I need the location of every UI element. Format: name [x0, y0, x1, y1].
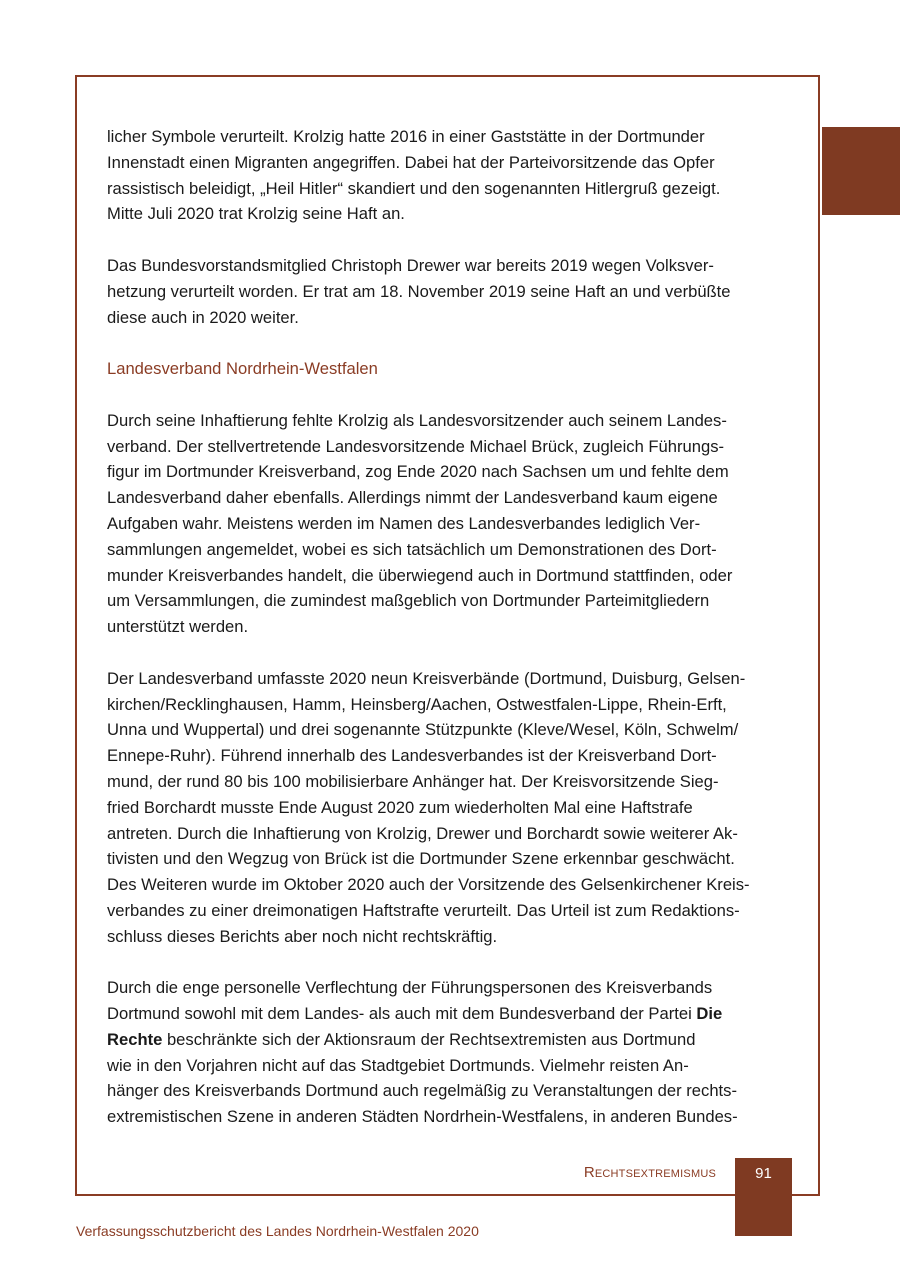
section-heading: Landesverband Nordrhein-Westfalen — [107, 359, 378, 379]
text-line: rassistisch beleidigt, „Heil Hitler“ skandiert und den sogenannten Hitlergruß gezeigt. — [107, 178, 721, 198]
paragraph-4 — [107, 666, 797, 950]
text-line: tivisten und den Wegzug von Brück ist die Dortmunder Szene erkennbar geschwächt. — [107, 849, 735, 869]
text-line: munder Kreisverbandes handelt, die überwiegend auch in Dortmund stattfinden, oder — [107, 565, 733, 585]
text-line — [107, 1027, 797, 1053]
text-line: Innenstadt einen Migranten angegriffen. Dabei hat der Parteivorsitzende das Opfer — [107, 152, 715, 172]
text-line: verbandes zu einer dreimonatigen Haftstrafte verurteilt. Das Urteil ist zum Redaktions- — [107, 900, 740, 920]
text-line: extremistischen Szene in anderen Städten Nordrhein-Westfalens, in anderen Bundes- — [107, 1107, 738, 1127]
text-line: Unna und Wuppertal) und drei sogenannte Stützpunkte (Kleve/Wesel, Köln, Schwelm/ — [107, 720, 739, 740]
chapter-tab-marker — [822, 127, 900, 215]
text-line: Durch die enge personelle Verflechtung der Führungspersonen des Kreisverbands — [107, 978, 713, 998]
body-text — [107, 124, 797, 1156]
party-name-bold: Rechte — [107, 1029, 163, 1049]
text-line: hänger des Kreisverbands Dortmund auch regelmäßig zu Veranstaltungen der rechts- — [107, 1081, 737, 1101]
text-line: Des Weiteren wurde im Oktober 2020 auch der Vorsitzende des Gelsenkirchener Kreis- — [107, 875, 750, 895]
text-line: schluss dieses Berichts aber noch nicht rechtskräftig. — [107, 926, 498, 946]
page-footer: Verfassungsschutzbericht des Landes Nordrhein-Westfalen 2020 — [76, 1223, 479, 1239]
party-name-bold: Die — [696, 1004, 723, 1024]
text-segment: Dortmund sowohl mit dem Landes- als auch mit dem Bundesverband der Partei — [107, 1004, 697, 1024]
text-line: licher Symbole verurteilt. Krolzig hatte 2016 in einer Gaststätte in der Dortmunder — [107, 127, 705, 146]
text-line: unterstützt werden. — [107, 617, 249, 637]
text-line: kirchen/Recklinghausen, Hamm, Heinsberg/Aachen, Ostwestfalen-Lippe, Rhein-Erft, — [107, 694, 727, 714]
text-segment: beschränkte sich der Aktionsraum der Rechtsextremisten aus Dortmund — [162, 1029, 696, 1049]
paragraph-2 — [107, 253, 797, 330]
paragraph-5 — [107, 975, 797, 1130]
text-line: hetzung verurteilt worden. Er trat am 18. November 2019 seine Haft an und verbüßte — [107, 281, 731, 301]
text-line: mund, der rund 80 bis 100 mobilisierbare Anhänger hat. Der Kreisvorsitzende Sieg- — [107, 771, 719, 791]
page-number: 91 — [755, 1165, 772, 1182]
text-line: sammlungen angemeldet, wobei es sich tatsächlich um Demonstrationen des Dort- — [107, 539, 717, 559]
text-line: figur im Dortmunder Kreisverband, zog Ende 2020 nach Sachsen um und fehlte dem — [107, 462, 729, 482]
text-line: Das Bundesvorstandsmitglied Christoph Drewer war bereits 2019 wegen Volksver- — [107, 255, 714, 275]
text-line: Aufgaben wahr. Meistens werden im Namen des Landesverbandes lediglich Ver- — [107, 513, 701, 533]
paragraph-3 — [107, 408, 797, 640]
text-line: wie in den Vorjahren nicht auf das Stadtgebiet Dortmunds. Vielmehr reisten An- — [107, 1055, 689, 1075]
page-number-box — [735, 1158, 792, 1236]
text-line: Durch seine Inhaftierung fehlte Krolzig als Landesvorsitzender auch seinem Landes- — [107, 410, 727, 430]
text-line — [107, 1001, 797, 1027]
text-line: antreten. Durch die Inhaftierung von Krolzig, Drewer und Borchardt sowie weiterer Ak- — [107, 823, 738, 843]
text-line: Mitte Juli 2020 trat Krolzig seine Haft an. — [107, 204, 405, 224]
text-line: Ennepe-Ruhr). Führend innerhalb des Landesverbandes ist der Kreisverband Dort- — [107, 746, 717, 766]
text-line: diese auch in 2020 weiter. — [107, 307, 299, 327]
text-line: Der Landesverband umfasste 2020 neun Kreisverbände (Dortmund, Duisburg, Gelsen- — [107, 668, 746, 688]
text-line: verband. Der stellvertretende Landesvorsitzende Michael Brück, zugleich Führungs- — [107, 436, 725, 456]
text-line: fried Borchardt musste Ende August 2020 zum wiederholten Mal eine Haftstrafe — [107, 797, 693, 817]
text-line: um Versammlungen, die zumindest maßgeblich von Dortmunder Parteimitgliedern — [107, 591, 710, 611]
paragraph-1 — [107, 124, 797, 227]
text-line: Landesverband daher ebenfalls. Allerdings nimmt der Landesverband kaum eigene — [107, 488, 718, 508]
running-section-title: Rechtsextremismus — [583, 1164, 716, 1181]
